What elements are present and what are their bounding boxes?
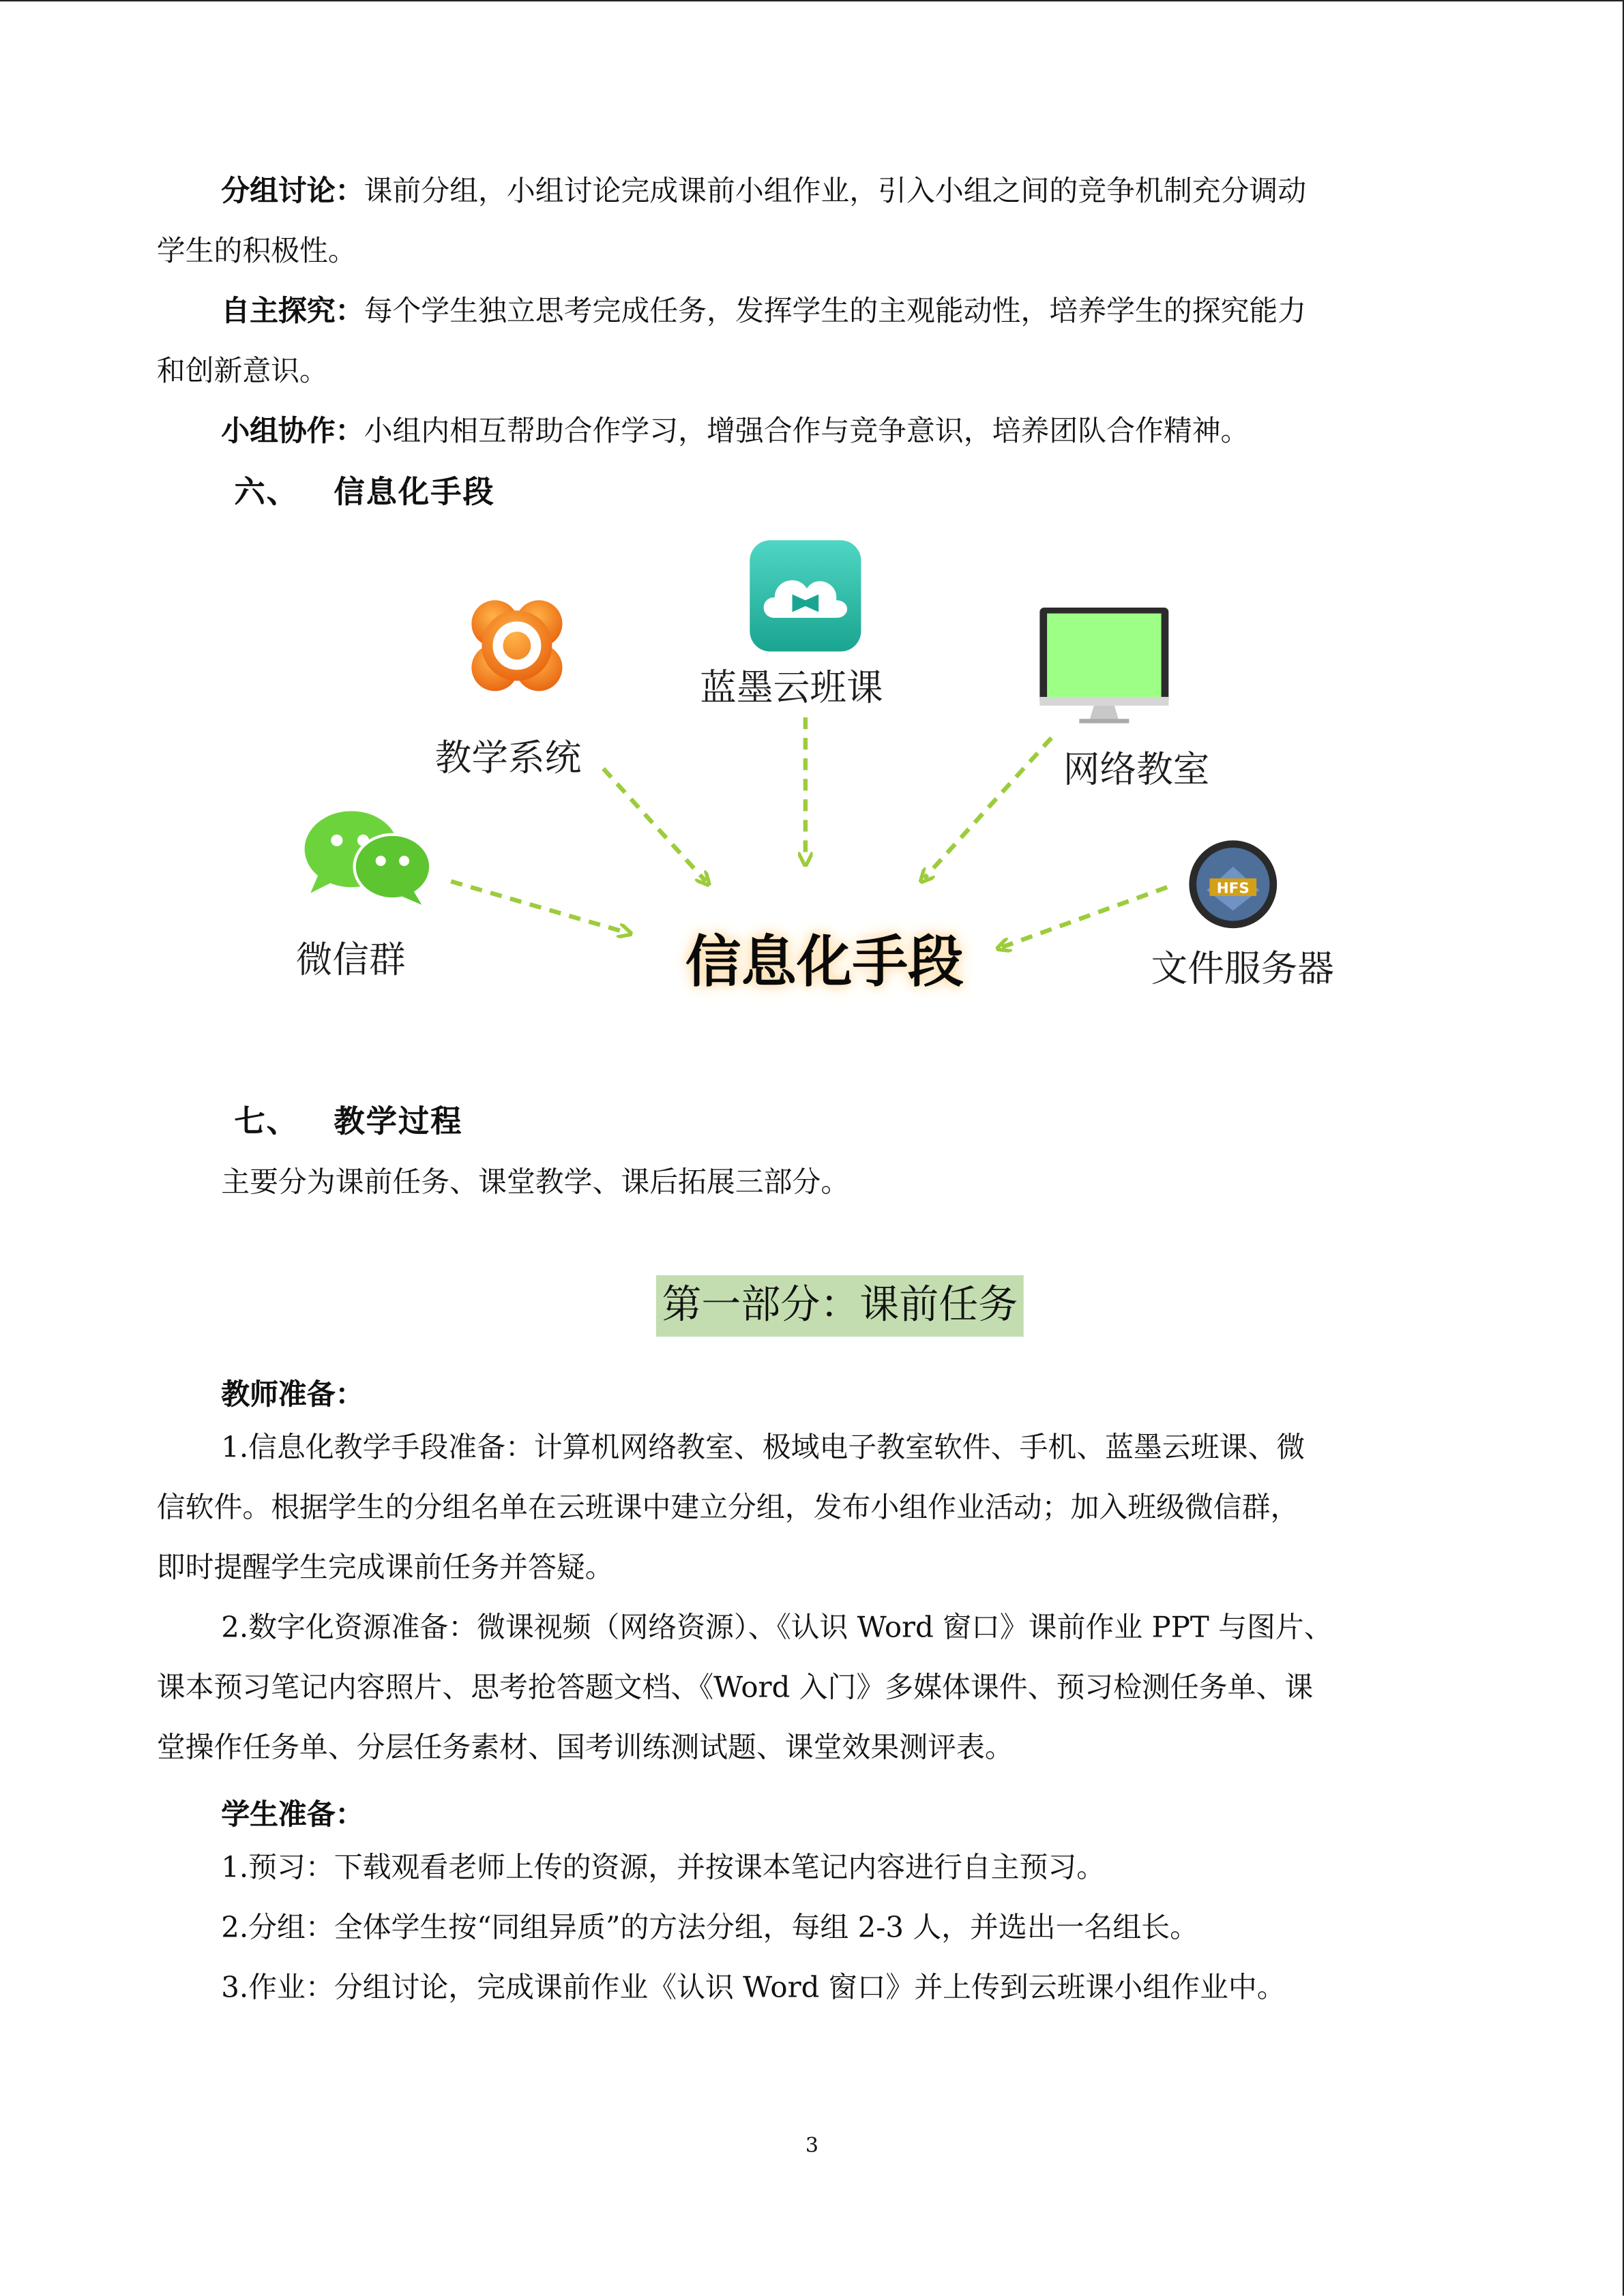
arrow-file-server (1002, 887, 1168, 947)
student-prep-label: 学生准备： (221, 1798, 364, 1832)
section-6-number: 六、 (234, 473, 299, 510)
arrow-wechat (451, 881, 627, 932)
group-discuss-line2: 学生的积极性。 (156, 234, 357, 268)
section-7-number: 七、 (234, 1102, 299, 1139)
section-6-title: 信息化手段 (334, 473, 495, 510)
cloud-book-icon (748, 539, 862, 656)
hfs-disk-icon (1186, 837, 1280, 931)
page-number: 3 (805, 2134, 819, 2158)
group-discuss-paragraph (157, 161, 1468, 221)
teacher-prep-item1-line3: 即时提醒学生完成课前任务并答疑。 (156, 1550, 614, 1585)
teaching-system-label: 教学系统 (434, 736, 582, 779)
group-discuss-label: 分组讨论： (221, 174, 364, 208)
student-prep-item1: 1.预习：下载观看老师上传的资源，并按课本笔记内容进行自主预习。 (221, 1850, 1106, 1885)
teacher-prep-item1-line2: 信软件。根据学生的分组名单在云班课中建立分组，发布小组作业活动；加入班级微信群， (156, 1490, 1299, 1525)
diagram-center-label: 信息化手段 (685, 929, 964, 994)
process-intro: 主要分为课前任务、课堂教学、课后拓展三部分。 (221, 1165, 850, 1199)
group-coop-paragraph (157, 401, 1468, 461)
section-6-heading (235, 468, 495, 512)
lanmo-label: 蓝墨云班课 (700, 666, 883, 709)
section-7-heading (235, 1098, 463, 1142)
hfs-badge-text: HFS (1216, 880, 1250, 897)
part-1-title: 第一部分：课前任务 (656, 1275, 1024, 1337)
group-coop-label: 小组协作： (221, 414, 364, 448)
teacher-prep-item2-line1: 2.数字化资源准备：微课视频（网络资源）、《认识 Word 窗口》课前作业 PPT 与图片、 (221, 1610, 1333, 1645)
teacher-prep-item2-line3: 堂操作任务单、分层任务素材、国考训练测试题、课堂效果测评表。 (156, 1730, 1014, 1765)
arrow-teaching-system (604, 769, 706, 881)
wechat-label: 微信群 (295, 938, 406, 981)
student-prep-item2: 2.分组：全体学生按“同组异质”的方法分组，每组 2-3 人，并选出一名组长。 (221, 1910, 1198, 1945)
self-explore-paragraph (157, 281, 1468, 341)
orange-ring-icon (466, 595, 568, 697)
section-7-title: 教学过程 (334, 1102, 463, 1139)
top-border (0, 0, 1624, 1)
self-explore-label: 自主探究： (221, 294, 364, 328)
it-means-diagram (278, 530, 1391, 1028)
monitor-icon (1038, 606, 1173, 726)
self-explore-line2: 和创新意识。 (156, 354, 328, 388)
file-server-label: 文件服务器 (1151, 947, 1334, 990)
arrow-network-room (924, 738, 1052, 878)
teacher-prep-label: 教师准备： (221, 1377, 364, 1412)
teacher-prep-item2-line2: 课本预习笔记内容照片、思考抢答题文档、《Word 入门》多媒体课件、预习检测任务单、课 (156, 1670, 1314, 1705)
group-discuss-line1: 课前分组，小组讨论完成课前小组作业，引入小组之间的竞争机制充分调动 (364, 174, 1307, 208)
network-room-label: 网络教室 (1063, 748, 1210, 791)
teacher-prep-item1-line1: 1.信息化教学手段准备：计算机网络教室、极域电子教室软件、手机、蓝墨云班课、微 (221, 1430, 1305, 1464)
self-explore-line1: 每个学生独立思考完成任务，发挥学生的主观能动性，培养学生的探究能力 (364, 294, 1307, 328)
student-prep-item3: 3.作业：分组讨论，完成课前作业《认识 Word 窗口》并上传到云班课小组作业中。 (221, 1970, 1286, 2005)
wechat-icon (301, 808, 433, 905)
group-coop-text: 小组内相互帮助合作学习，增强合作与竞争意识，培养团队合作精神。 (364, 414, 1250, 448)
